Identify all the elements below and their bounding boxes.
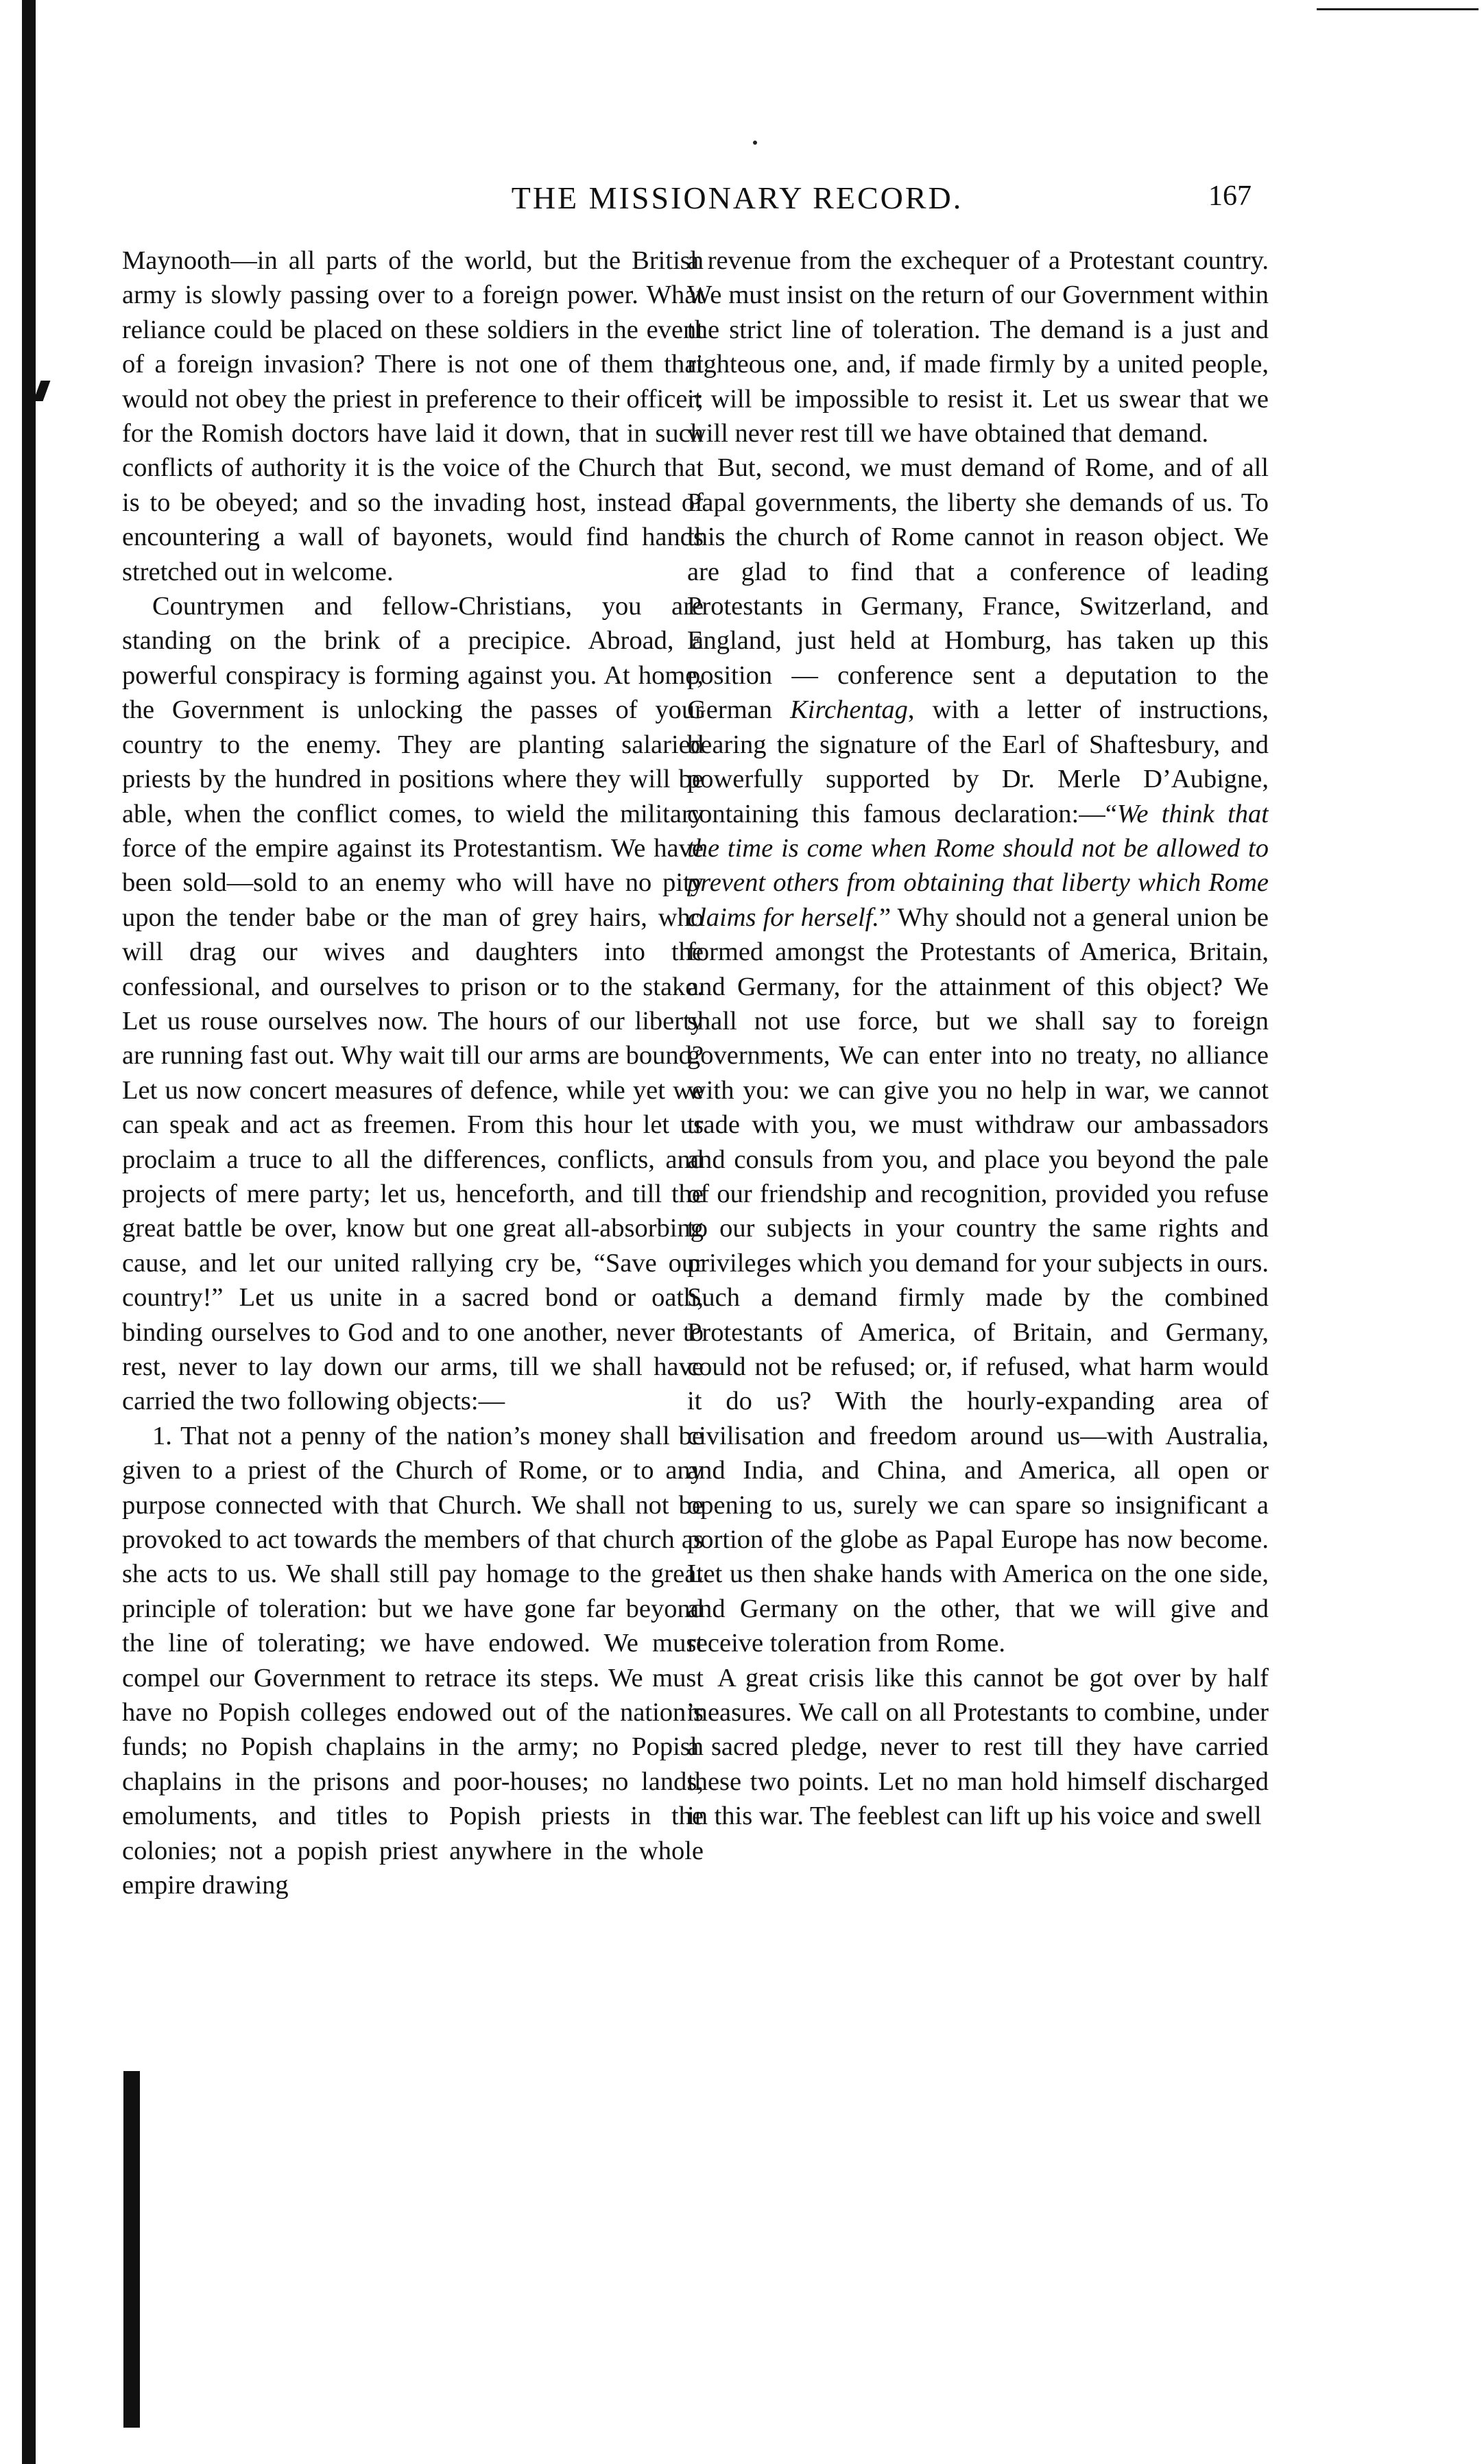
text-run: , with a letter of instructions, bearing the signature of the Earl of Shaftesbury, and powerfully supported by Dr. Merle D’Aubigne, containing this famous declaration:—“ (687, 695, 1269, 828)
italic-term: Kirchentag (790, 695, 908, 725)
left-column (122, 243, 704, 2438)
paragraph: Maynooth—in all parts of the world, but the British army is slowly passing over to a foreign power. What reliance could be placed on these soldiers in the event of a foreign invasion? There is not one of them that would not obey the priest in preference to their officer; for the Romish doctors have laid it down, that in such conflicts of authority it is the voice of the Church that is to be obeyed; and so the invading host, instead of encountering a wall of bayonets, would find hands stretched out in welcome. (122, 246, 704, 586)
paragraph: a revenue from the exchequer of a Protestant country. We must insist on the return of our Government within the strict line of toleration. The demand is a just and righteous one, and, if made firmly by a united people, it will be impossible to resist it. Let us swear that we will never rest till we have obtained that demand. (687, 246, 1269, 448)
binding-edge (22, 0, 36, 2464)
text-run: ” Why should not a general union be formed amongst the Protestants of America, Britain, and Germany, for the attainment of this object? We shall not use force, but we shall say to foreign governments, We can enter into no treaty, no alliance with you: we can give you no help in war, we cannot trade with you, we must withdraw our ambassadors and consuls from you, and place you beyond the pale of our friendship and recognition, provided you refuse to our subjects in your country the same rights and privileges which you demand for your subjects in ours. Such a demand firmly made by the combined Protestants of America, of Britain, and Germany, could not be refused; or, if refused, what harm would it do us? With the hourly-expanding area of civilisation and freedom around us—with Australia, and India, and China, and America, all open or opening to us, surely we can spare so insignificant a portion of the globe as Papal Europe has now become. Let us then shake hands with America on the one side, and Germany on the other, that we will give and receive toleration from Rome. (687, 902, 1269, 1658)
paragraph (687, 451, 1269, 1660)
paragraph: A great crisis like this cannot be got over by half measures. We call on all Protestants to combine, under a sacred pledge, never to rest till they have carried these two points. Let no man hold himself discharged in this war. The feeblest can lift up his voice and swell (687, 1663, 1269, 1831)
paragraph: Countrymen and fellow-Christians, you are standing on the brink of a precipice. Abroad, a powerful conspiracy is forming against you. At home, the Government is unlocking the passes of your country to the enemy. They are planting salaried priests by the hundred in positions where they will be able, when the conflict comes, to wield the military force of the empire against its Protestantism. We have been sold—sold to an enemy who will have no pity upon the tender babe or the man of grey hairs, who will drag our wives and daughters into the confessional, and ourselves to prison or to the stake. Let us rouse ourselves now. The hours of our liberty are running fast out. Why wait till our arms are bound? Let us now concert measures of defence, while yet we can speak and act as freemen. From this hour let us proclaim a truce to all the differences, conflicts, and projects of mere party; let us, henceforth, and till the great battle be over, know but one great all-absorbing cause, and let our united rallying cry be, “Save our country!” Let us unite in a sacred bond or oath, binding ourselves to God and to one another, never to rest, never to lay down our arms, till we shall have carried the two following objects:— (122, 592, 704, 1416)
right-column (687, 243, 1269, 2438)
text-run: But, second, we must demand of Rome, and of all Papal governments, the liberty she demands of us. To this the church of Rome cannot in reason object. We are glad to find that a conference of leading Protestants in Germany, France, Switzerland, and England, just held at Homburg, has taken up this position — conference sent a deputation to the German (687, 453, 1269, 725)
page-header (123, 180, 1252, 221)
print-speck (753, 141, 757, 145)
running-head: THE MISSIONARY RECORD. (511, 180, 964, 215)
top-rule (1317, 8, 1479, 10)
page-number: 167 (1208, 180, 1252, 212)
italic-quote: We think that the time is come when Rome should not be allowed to prevent others from obtaining that liberty which Rome claims for herself. (687, 799, 1269, 932)
paragraph: 1. That not a penny of the nation’s money shall be given to a priest of the Church of Rome, or to any purpose connected with that Church. We shall not be provoked to act towards the members of that church as she acts to us. We shall still pay homage to the great principle of toleration: but we have gone far beyond the line of tolerating; we have endowed. We must compel our Government to retrace its steps. We must have no Popish colleges endowed out of the nation’s funds; no Popish chaplains in the army; no Popish chaplains in the prisons and poor-houses; no lands, emoluments, and titles to Popish priests in the colonies; not a popish priest anywhere in the whole empire drawing (122, 1421, 704, 1900)
binding-mark (34, 381, 51, 401)
